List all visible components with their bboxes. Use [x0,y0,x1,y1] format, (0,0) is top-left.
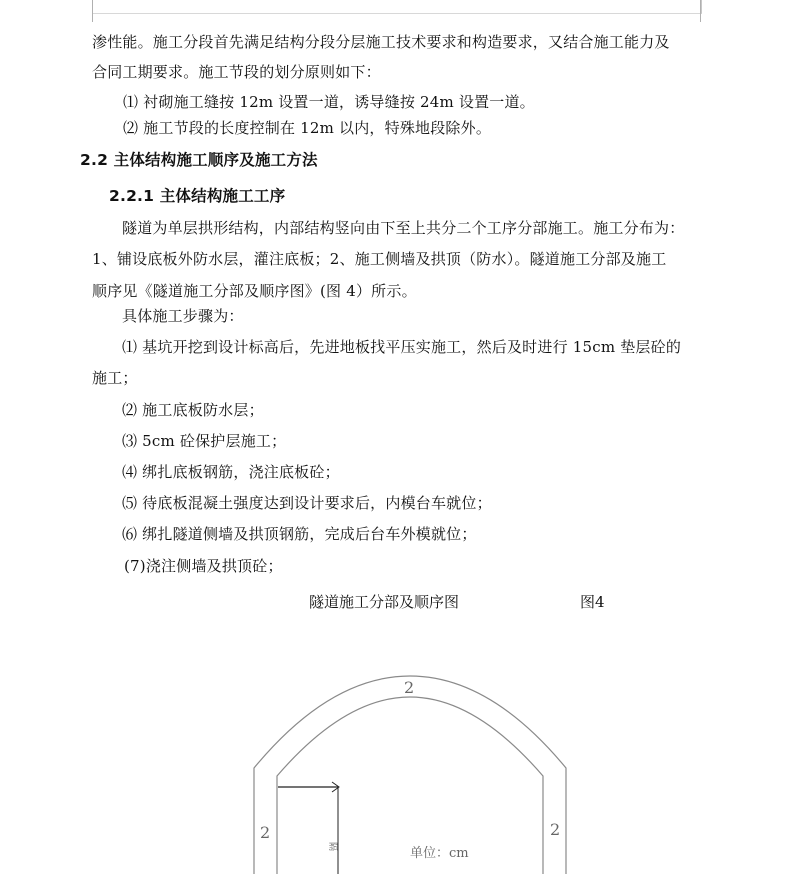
section-heading-2-2: 2.2 主体结构施工顺序及施工方法 [80,151,318,169]
figure-number: 图4 [580,593,605,611]
figure-title: 隧道施工分部及顺序图 [309,593,460,611]
step-item-3: ⑶ 5cm 砼保护层施工； [122,432,287,450]
paragraph-line: 渗性能。施工分段首先满足结构分段分层施工技术要求和构造要求，又结合施工能力及 [92,33,670,51]
tunnel-outer-outline [254,676,566,874]
step-item-7: (7)浇注侧墙及拱顶砼； [124,557,283,575]
step-item-2: ⑵ 施工底板防水层； [122,401,264,419]
arch-thickness-label: 2 [404,678,415,697]
step-item-6: ⑹ 绑扎隧道侧墙及拱顶钢筋，完成后台车外模就位； [122,525,477,543]
section-heading-2-2-1: 2.2.1 主体结构施工工序 [109,187,286,205]
step-item-1: ⑴ 基坑开挖到设计标高后，先进地板找平压实施工，然后及时进行 15cm 垫层砼的 [122,338,682,356]
paragraph-line: 合同工期要求。施工节段的划分原则如下： [92,63,381,81]
right-wall-thickness-label: 2 [550,820,561,839]
small-dimension-label: 隔 [327,842,337,852]
body-line: 1、铺设底板外防水层，灌注底板；2、施工侧墙及拱顶（防水）。隧道施工分部及施工 [92,250,667,268]
unit-label: 单位：cm [410,846,469,861]
left-wall-thickness-label: 2 [260,823,271,842]
body-line: 隧道为单层拱形结构，内部结构竖向由下至上共分二个工序分部施工。施工分布为： [122,219,685,237]
step-item-5: ⑸ 待底板混凝土强度达到设计要求后，内模台车就位； [122,494,492,512]
step-item-4: ⑷ 绑扎底板钢筋，浇注底板砼； [122,463,340,481]
body-line: 顺序见《隧道施工分部及顺序图》(图 4）所示。 [92,282,417,300]
steps-label: 具体施工步骤为： [122,307,244,325]
rule-item-2: ⑵ 施工节段的长度控制在 12m 以内，特殊地段除外。 [123,119,492,137]
rule-item-1: ⑴ 衬砌施工缝按 12m 设置一道，诱导缝按 24m 设置一道。 [123,93,535,111]
step-item-1-cont: 施工； [92,369,138,387]
